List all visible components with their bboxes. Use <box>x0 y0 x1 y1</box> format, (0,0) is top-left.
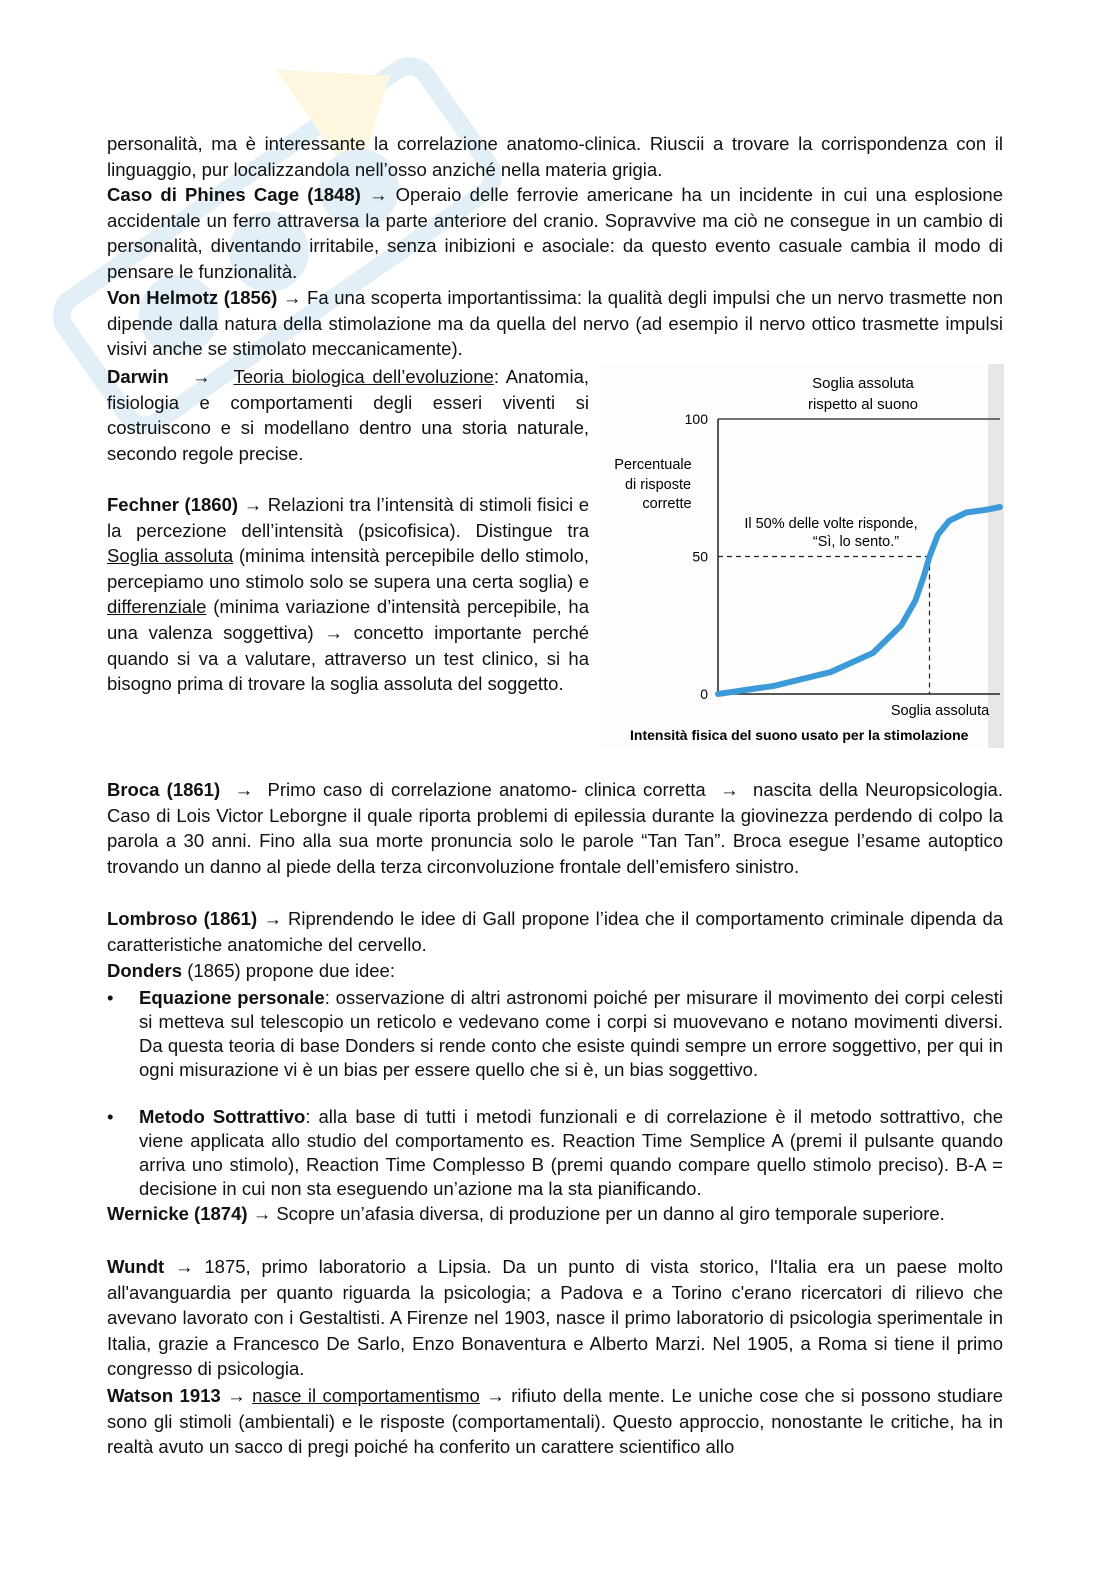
heading-lombroso: Lombroso (1861) <box>107 908 258 929</box>
list-item: • Equazione personale: osservazione di altri astronomi poiché per misurare il movimento dei corpi celesti si metteva sul telescopio un reticolo e vedevano come i corpi si muovevano e notano movimenti diversi. Da questa teoria di base Donders si rende conto che esiste quindi sempre un errore soggettivo, per qui in ogni misurazione vi è un bias per essere quello che si è, un bias soggettivo. <box>107 987 1004 1080</box>
paragraph-lombroso: Lombroso (1861) → Riprendendo le idee di Gall propone l’idea che il comportamento criminale dipenda da caratteristiche anatomiche del cervello. <box>107 908 1004 955</box>
list-item: • Metodo Sottrattivo: alla base di tutti i metodi funzionali e di correlazione è il metodo sottrattivo, che viene applicata allo studio del comportamento es. Reaction Time Semplice A (premi il pulsante quando arriva uno stimolo), Reaction Time Complesso B (premi quando compare quello stimolo preciso). B-A = decisione in cui non sta eseguendo un’azione ma la sta pianificando. <box>107 1106 1004 1199</box>
paragraph-phines-cage: Caso di Phines Cage (1848) → Operaio delle ferrovie americane ha un incidente in cui una esplosione accidentale un ferro attraversa la parte anteriore del cranio. Sopravvive ma ciò ne consegue in un cambio di personalità, diventando irritabile, senza inibizioni e asociale: da questo evento casuale cambia il modo di pensare le funzionalità. <box>107 184 1003 282</box>
heading-wundt: Wundt <box>107 1256 165 1277</box>
chart-annotation-line2: “Sì, lo sento.” <box>812 534 900 550</box>
arrow-icon: → <box>234 779 254 800</box>
paragraph-darwin: Darwin → Teoria biologica dell’evoluzione: Anatomia, fisiologia e comportamenti degli esseri viventi si costruiscono e si modellano dentro una storia naturale, secondo regole precise. <box>107 366 589 464</box>
arrow-icon: → <box>252 1203 272 1224</box>
link-comportamentismo: nasce il comportamentismo <box>252 1385 480 1406</box>
heading-broca: Broca (1861) <box>107 779 221 800</box>
chart-xlabel: Intensità fisica del suono usato per la stimolazione <box>630 727 969 743</box>
heading-fechner: Fechner (1860) <box>107 494 239 515</box>
arrow-icon: → <box>720 779 739 800</box>
heading-watson: Watson 1913 <box>107 1385 221 1406</box>
arrow-icon: → <box>368 184 388 205</box>
heading-donders: Donders <box>107 960 183 981</box>
heading-darwin: Darwin <box>107 366 169 387</box>
chart-ylabel-line2: di risposte <box>624 477 692 493</box>
chart-annotation-line1: Il 50% delle volte risponde, <box>744 516 918 532</box>
heading-wernicke: Wernicke (1874) <box>107 1203 248 1224</box>
chart-title-line1: Soglia assoluta <box>812 375 914 392</box>
arrow-icon: → <box>263 908 282 929</box>
chart-threshold-label: Soglia assoluta <box>890 703 990 719</box>
paragraph-von-helmotz: Von Helmotz (1856) → Fa una scoperta importantissima: la qualità degli impulsi che un nervo trasmette non dipende dalla natura della stimolazione ma da quella del nervo (ad esempio il nervo ottico trasmette impulsi visivi anche se stimolato meccanicamente). <box>107 287 1003 360</box>
bullet-icon: • <box>107 987 114 1008</box>
chart-y-tick-label: 0 <box>700 686 708 702</box>
arrow-icon: → <box>324 621 343 643</box>
link-teoria-evoluzione: Teoria biologica dell’evoluzione <box>233 366 494 387</box>
paragraph-intro: personalità, ma è interessante la correlazione anatomo-clinica. Riuscii a trovare la corrispondenza con il linguaggio, pur localizzandola nell’osso anziché nella materia grigia. <box>107 133 1003 180</box>
chart-title-line2: rispetto al suono <box>807 396 919 413</box>
heading-von-helmotz: Von Helmotz (1856) <box>107 287 278 308</box>
paragraph-donders: Donders (1865) propone due idee: <box>107 960 395 981</box>
arrow-icon: → <box>192 366 211 387</box>
bullet-icon: • <box>107 1106 114 1127</box>
chart-soglia-assoluta <box>600 364 1004 748</box>
arrow-icon: → <box>282 287 302 308</box>
paragraph-fechner: Fechner (1860) → Relazioni tra l’intensità di stimoli fisici e la percezione dell’intensità (psicofisica). Distingue tra Soglia assoluta (minima intensità percepibile dello stimolo, percepiamo uno stimolo solo se supera una certa soglia) e differenziale (minima variazione d’intensità percepibile, ha una valenza soggettiva) → concetto importante perché quando si va a valutare, attraverso un test clinico, si ha bisogno prima di trovare la soglia assoluta del soggetto. <box>107 494 590 695</box>
chart-ylabel-line1: Percentuale <box>614 457 692 473</box>
arrow-icon: → <box>243 494 263 515</box>
chart-ylabel-line3: corrette <box>642 496 692 512</box>
paragraph-watson: Watson 1913 → nasce il comportamentismo → rifiuto della mente. Le uniche cose che si possono studiare sono gli stimoli (ambientali) e le risposte (comportamentali). Questo approccio, nonostante le critiche, ha in realtà avuto un sacco di pregi poiché ha conferito un carattere scientifico allo <box>107 1385 1004 1458</box>
arrow-icon: → <box>227 1385 246 1406</box>
arrow-icon: → <box>175 1256 194 1277</box>
paragraph-broca: Broca (1861) → Primo caso di correlazione anatomo- clinica corretta → nascita della Neuropsicologia. Caso di Lois Victor Leborgne il quale riporta problemi di epilessia durante la giovinezza perdendo di colpo la parola a 30 anni. Fino alla sua morte pronuncia solo le parole “Tan Tan”. Broca esegue l’esame autoptico trovando un danno al piede della terza circonvoluzione frontale dell’emisfero sinistro. <box>107 779 1003 877</box>
chart-scan-edge <box>988 364 1004 748</box>
arrow-icon: → <box>486 1385 505 1406</box>
chart-y-tick-label: 50 <box>692 548 708 565</box>
heading-phines-cage: Caso di Phines Cage (1848) <box>107 184 361 205</box>
chart-y-tick-label: 100 <box>684 411 708 427</box>
paragraph-wundt: Wundt → 1875, primo laboratorio a Lipsia. Da un punto di vista storico, l'Italia era un paese molto all'avanguardia per quanto riguarda la psicologia; a Padova e a Torino c'erano ricercatori di rilievo che avevano lavorato con i Gestaltisti. A Firenze nel 1903, nasce il primo laboratorio di psicologia sperimentale in Italia, grazie a Francesco De Sarlo, Enzo Bonaventura e Alberto Marzi. Nel 1905, a Roma si tiene il primo congresso di psicologia. <box>107 1256 1003 1380</box>
term-soglia-assoluta: Soglia assoluta <box>107 545 234 567</box>
term-differenziale: differenziale <box>107 596 207 618</box>
paragraph-wernicke: Wernicke (1874) → Scopre un’afasia diversa, di produzione per un danno al giro temporale superiore. <box>107 1203 945 1224</box>
